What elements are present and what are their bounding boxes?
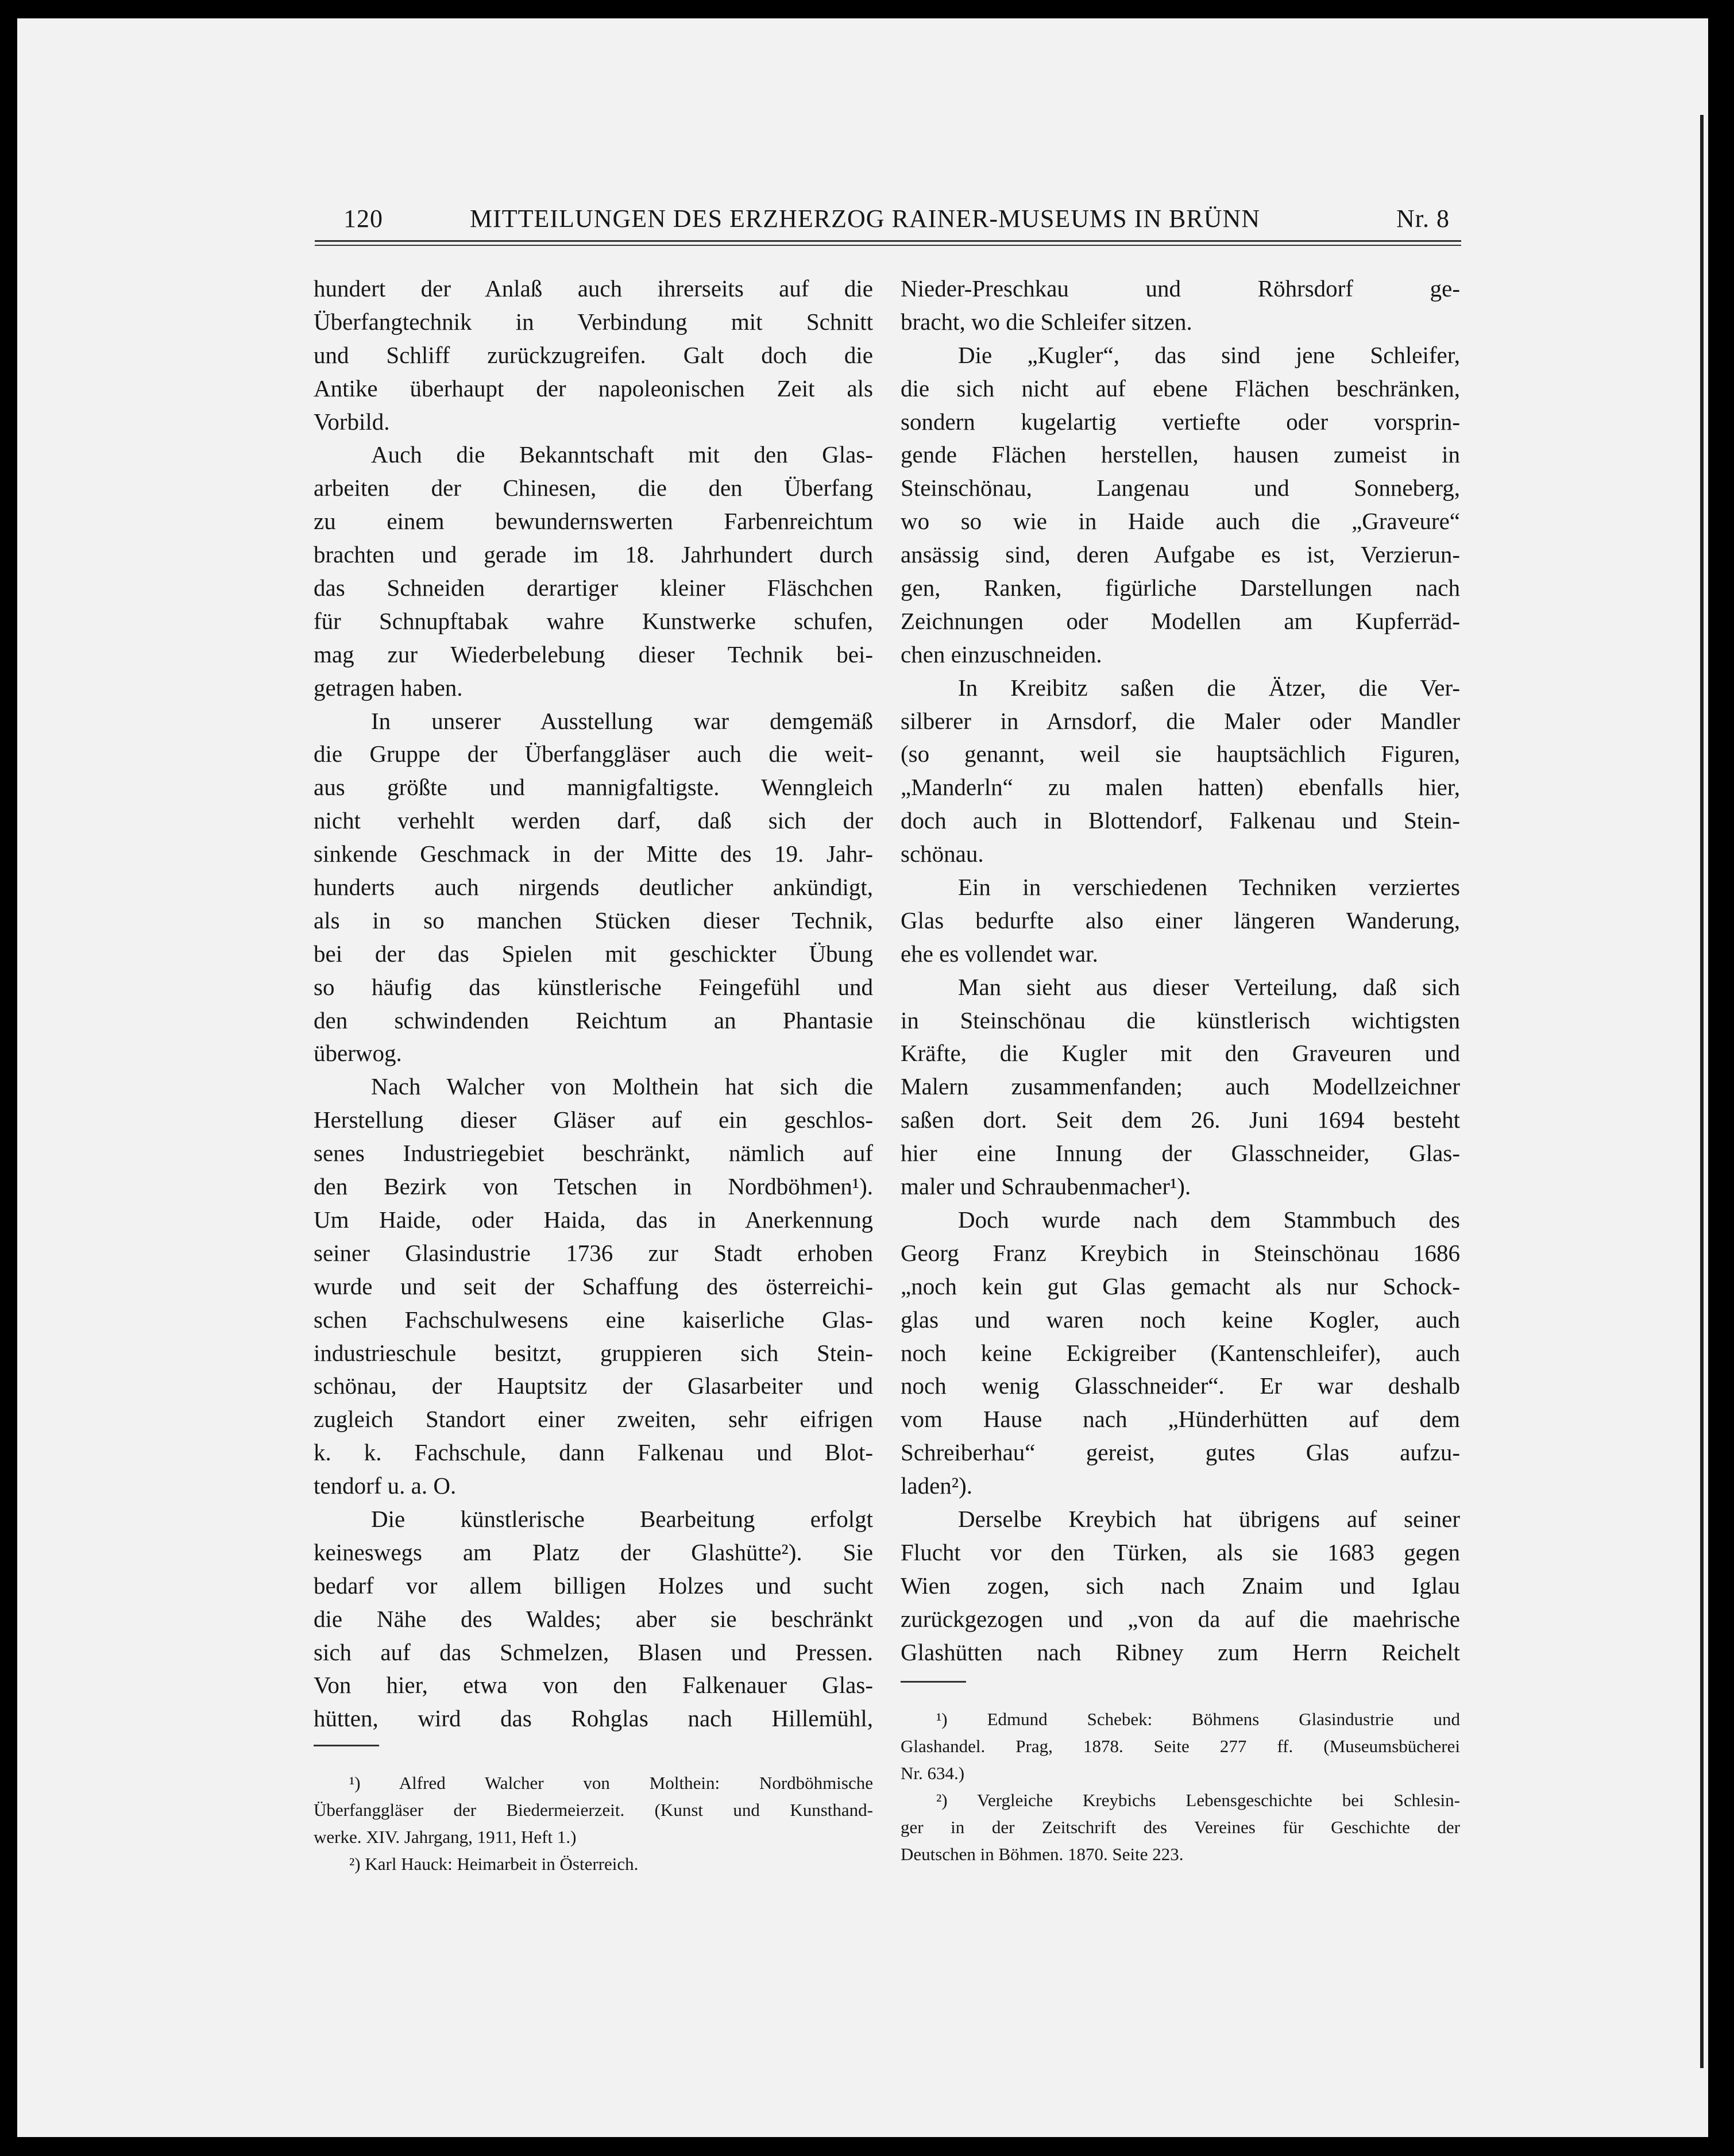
right-column [901, 272, 1460, 1669]
text-line: in Steinschönau die künstlerisch wichtigsten [901, 1006, 1460, 1033]
text-line: noch keine Eckigreiber (Kantenschleifer), auch [901, 1339, 1460, 1366]
text-line: so häufig das künstlerische Feingefühl und [314, 973, 873, 1000]
issue-number: Nr. 8 [1396, 205, 1450, 233]
header-rule-bottom [315, 245, 1461, 246]
text-line: (so genannt, weil sie hauptsächlich Figuren, [901, 740, 1460, 767]
page-number: 120 [343, 205, 383, 233]
text-line: Flucht vor den Türken, als sie 1683 gegen [901, 1538, 1460, 1565]
text-line: die Nähe des Waldes; aber sie beschränkt [314, 1605, 873, 1632]
text-line: industrieschule besitzt, gruppieren sich Stein- [314, 1339, 873, 1366]
text-line: bracht, wo die Schleifer sitzen. [901, 308, 1192, 335]
text-line: getragen haben. [314, 674, 463, 701]
text-line: k. k. Fachschule, dann Falkenau und Blot- [314, 1439, 873, 1466]
text-line: noch wenig Glasschneider“. Er war deshalb [901, 1372, 1460, 1399]
text-line: Die „Kugler“, das sind jene Schleifer, [958, 341, 1460, 368]
text-line: Zeichnungen oder Modellen am Kupferräd- [901, 607, 1460, 634]
text-line: chen einzuschneiden. [901, 641, 1102, 668]
text-line: Ein in verschiedenen Techniken verziertes [958, 874, 1460, 901]
text-line: sich auf das Schmelzen, Blasen und Pressen. [314, 1638, 873, 1665]
text-line: Doch wurde nach dem Stammbuch des [958, 1206, 1460, 1233]
text-line: das Schneiden derartiger kleiner Fläschchen [314, 574, 873, 601]
text-line: gen, Ranken, figürliche Darstellungen nach [901, 574, 1460, 601]
text-line: vom Hause nach „Hünderhütten auf dem [901, 1406, 1460, 1433]
text-line: doch auch in Blottendorf, Falkenau und Stein- [901, 807, 1460, 834]
text-line: brachten und gerade im 18. Jahrhundert durch [314, 541, 873, 568]
text-line: hundert der Anlaß auch ihrerseits auf die [314, 275, 873, 302]
text-line: aus größte und mannigfaltigste. Wenngleich [314, 774, 873, 801]
header-rule-top [315, 240, 1461, 242]
text-line: seiner Glasindustrie 1736 zur Stadt erhoben [314, 1239, 873, 1266]
text-line: Um Haide, oder Haida, das in Anerkennung [314, 1206, 873, 1233]
text-line: die sich nicht auf ebene Flächen beschränken, [901, 375, 1460, 402]
text-line: hunderts auch nirgends deutlicher ankündigt, [314, 874, 873, 901]
text-line: zugleich Standort einer zweiten, sehr eifrigen [314, 1406, 873, 1433]
text-line: ansässig sind, deren Aufgabe es ist, Verzierun- [901, 541, 1460, 568]
text-line: „Manderln“ zu malen hatten) ebenfalls hier, [901, 774, 1460, 801]
footnote-rule [901, 1681, 966, 1683]
text-line: sondern kugelartig vertiefte oder vorsprin- [901, 408, 1460, 435]
text-line: Von hier, etwa von den Falkenauer Glas- [314, 1672, 873, 1699]
footnote-line: ¹) Edmund Schebek: Böhmens Glasindustrie und [936, 1709, 1460, 1729]
text-line: Überfangtechnik in Verbindung mit Schnitt [314, 308, 873, 335]
text-line: In unserer Ausstellung war demgemäß [371, 707, 873, 734]
text-line: nicht verhehlt werden darf, daß sich der [314, 807, 873, 834]
text-line: glas und waren noch keine Kogler, auch [901, 1306, 1460, 1333]
text-line: saßen dort. Seit dem 26. Juni 1694 besteht [901, 1106, 1460, 1133]
text-line: als in so manchen Stücken dieser Technik, [314, 907, 873, 934]
text-line: Man sieht aus dieser Verteilung, daß sich [958, 973, 1460, 1000]
text-line: für Schnupftabak wahre Kunstwerke schufen, [314, 607, 873, 634]
left-footnotes [314, 1745, 873, 1877]
text-line: gende Flächen herstellen, hausen zumeist in [901, 441, 1460, 468]
text-line: arbeiten der Chinesen, die den Überfang [314, 475, 873, 502]
text-line: sinkende Geschmack in der Mitte des 19. Jahr- [314, 840, 873, 867]
text-line: und Schliff zurückzugreifen. Galt doch die [314, 341, 873, 368]
text-line: hütten, wird das Rohglas nach Hillemühl, [314, 1705, 873, 1732]
text-line: Derselbe Kreybich hat übrigens auf seiner [958, 1505, 1460, 1532]
footnote-line: Glashandel. Prag, 1878. Seite 277 ff. (Museumsbücherei [901, 1736, 1460, 1756]
footnote-line: ger in der Zeitschrift des Vereines für Geschichte der [901, 1817, 1460, 1837]
text-line: überwog. [314, 1040, 402, 1067]
text-line: Malern zusammenfanden; auch Modellzeichner [901, 1073, 1460, 1100]
text-line: wo so wie in Haide auch die „Graveure“ [901, 508, 1460, 535]
text-line: laden²). [901, 1472, 972, 1499]
text-line: bei der das Spielen mit geschickter Übung [314, 940, 873, 967]
text-line: Glashütten nach Ribney zum Herrn Reichelt [901, 1638, 1460, 1665]
text-line: Auch die Bekanntschaft mit den Glas- [371, 441, 873, 468]
footnote-rule [314, 1745, 379, 1746]
footnote-line: werke. XIV. Jahrgang, 1911, Heft 1.) [314, 1827, 577, 1847]
text-line: maler und Schraubenmacher¹). [901, 1173, 1191, 1200]
text-line: Die künstlerische Bearbeitung erfolgt [371, 1505, 873, 1532]
text-line: Antike überhaupt der napoleonischen Zeit als [314, 375, 873, 402]
footnote-line: Überfanggläser der Biedermeierzeit. (Kunst und Kunsthand- [314, 1800, 873, 1820]
text-line: die Gruppe der Überfanggläser auch die weit- [314, 740, 873, 767]
text-line: senes Industriegebiet beschränkt, nämlich auf [314, 1140, 873, 1167]
text-line: keineswegs am Platz der Glashütte²). Sie [314, 1538, 873, 1565]
text-line: In Kreibitz saßen die Ätzer, die Ver- [958, 674, 1460, 701]
right-footnotes [901, 1681, 1460, 1868]
footnote-line: Nr. 634.) [901, 1763, 965, 1783]
text-line: Georg Franz Kreybich in Steinschönau 1686 [901, 1239, 1460, 1266]
text-line: schen Fachschulwesens eine kaiserliche Glas- [314, 1306, 873, 1333]
footnote-line: Deutschen in Böhmen. 1870. Seite 223. [901, 1844, 1184, 1864]
left-column [314, 272, 873, 1735]
text-line: den schwindenden Reichtum an Phantasie [314, 1006, 873, 1033]
scan-edge-line [1700, 115, 1704, 2068]
text-line: schönau. [901, 840, 984, 867]
text-line: Glas bedurfte also einer längeren Wanderung, [901, 907, 1460, 934]
text-line: Kräfte, die Kugler mit den Graveuren und [901, 1040, 1460, 1067]
text-line: Steinschönau, Langenau und Sonneberg, [901, 475, 1460, 502]
text-line: silberer in Arnsdorf, die Maler oder Mandler [901, 707, 1460, 734]
text-line: Vorbild. [314, 408, 390, 435]
text-line: Wien zogen, sich nach Znaim und Iglau [901, 1572, 1460, 1599]
text-line: ehe es vollendet war. [901, 940, 1098, 967]
text-line: mag zur Wiederbelebung dieser Technik bei- [314, 641, 873, 668]
text-line: Schreiberhau“ gereist, gutes Glas aufzu- [901, 1439, 1460, 1466]
text-line: „noch kein gut Glas gemacht als nur Schock- [901, 1272, 1460, 1299]
text-line: Nach Walcher von Molthein hat sich die [371, 1073, 873, 1100]
text-line: zurückgezogen und „von da auf die maehrische [901, 1605, 1460, 1632]
text-line: hier eine Innung der Glasschneider, Glas- [901, 1140, 1460, 1167]
text-line: bedarf vor allem billigen Holzes und sucht [314, 1572, 873, 1599]
text-line: schönau, der Hauptsitz der Glasarbeiter und [314, 1372, 873, 1399]
journal-title: MITTEILUNGEN DES ERZHERZOG RAINER-MUSEUMS IN BRÜNN [470, 205, 1261, 233]
text-line: wurde und seit der Schaffung des österreichi- [314, 1272, 873, 1299]
running-header [315, 204, 1461, 238]
footnote-line: ¹) Alfred Walcher von Molthein: Nordböhmische [349, 1773, 873, 1793]
text-line: Nieder-Preschkau und Röhrsdorf ge- [901, 275, 1460, 302]
footnote-line: ²) Karl Hauck: Heimarbeit in Österreich. [349, 1854, 639, 1874]
text-line: tendorf u. a. O. [314, 1472, 457, 1499]
text-line: Herstellung dieser Gläser auf ein geschlos- [314, 1106, 873, 1133]
text-line: den Bezirk von Tetschen in Nordböhmen¹). [314, 1173, 873, 1200]
footnote-line: ²) Vergleiche Kreybichs Lebensgeschichte bei Schlesin- [936, 1790, 1460, 1810]
text-line: zu einem bewundernswerten Farbenreichtum [314, 508, 873, 535]
